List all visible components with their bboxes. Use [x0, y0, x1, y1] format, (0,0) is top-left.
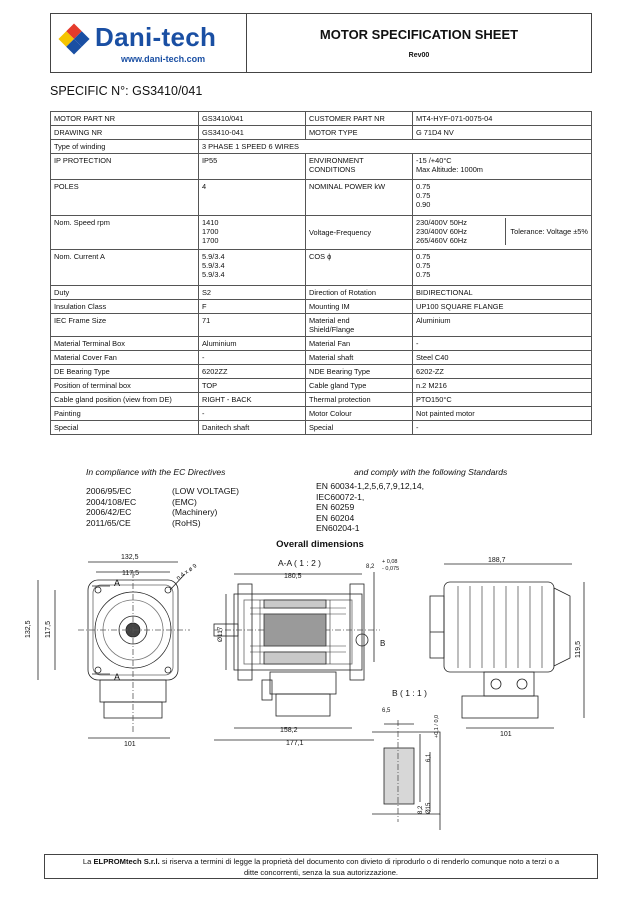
label-fan: Material Fan: [306, 337, 413, 351]
value-nde-bearing: 6202-ZZ: [413, 365, 592, 379]
label-painting: Painting: [51, 407, 199, 421]
dim-101-right: 101: [500, 731, 512, 738]
label-frame: IEC Frame Size: [51, 314, 199, 337]
list-item: EN 60034-1,2,5,6,7,9,12,14,: [316, 481, 424, 491]
dim-180-5: 180,5: [284, 573, 302, 580]
list-item: 2011/65/CE (RoHS): [86, 517, 201, 528]
label-speed: Nom. Speed rpm: [51, 216, 199, 250]
value-colour: Not painted motor: [413, 407, 592, 421]
dim-119-5: 119,5: [575, 641, 582, 658]
label-poles: POLES: [51, 180, 199, 216]
dim-6-1: 6,1: [426, 753, 432, 762]
label-motor-part-nr: MOTOR PART NR: [51, 112, 199, 126]
dim-132-5-top: 132,5: [121, 554, 139, 561]
dim-8-2b: 8,2: [418, 805, 424, 814]
value-shield: Aluminium: [413, 314, 592, 337]
dim-132-5-left: 132,5: [25, 620, 32, 638]
value-ip: IP55: [199, 154, 306, 180]
table-row: [51, 250, 592, 286]
section-mark-a-1: A: [114, 578, 121, 588]
list-item: IEC60072-1,: [316, 491, 365, 502]
value-terminal-box-position: TOP: [199, 379, 306, 393]
label-environment: ENVIRONMENT CONDITIONS: [306, 154, 413, 180]
table-row: [51, 351, 592, 365]
ec-directives: [86, 467, 239, 528]
value-current: 5.9/3.4 5.9/3.4 5.9/3.4: [199, 250, 306, 286]
value-special-2: -: [413, 421, 592, 435]
value-speed: 1410 1700 1700: [199, 216, 306, 250]
value-drawing-nr: GS3410-041: [199, 126, 306, 140]
value-de-bearing: 6202ZZ: [199, 365, 306, 379]
value-thermal: PTO150°C: [413, 393, 592, 407]
table-row: [51, 126, 592, 140]
section-label: A-A ( 1 : 2 ): [278, 558, 321, 568]
footer-company: ELPROMtech S.r.l.: [93, 857, 160, 866]
value-frame: 71: [199, 314, 306, 337]
label-drawing-nr: DRAWING NR: [51, 126, 199, 140]
header: [50, 13, 592, 73]
list-item: EN 60204: [316, 512, 355, 523]
document-title: MOTOR SPECIFICATION SHEET: [319, 27, 519, 42]
label-special-2: Special: [306, 421, 413, 435]
table-row: [51, 300, 592, 314]
label-thermal: Thermal protection: [306, 393, 413, 407]
label-motor-type: MOTOR TYPE: [306, 126, 413, 140]
standards-title: and comply with the following Standards: [354, 467, 508, 477]
table-row: [51, 180, 592, 216]
value-rotation: BIDIRECTIONAL: [413, 286, 592, 300]
label-cover-fan: Material Cover Fan: [51, 351, 199, 365]
label-colour: Motor Colour: [306, 407, 413, 421]
label-cable-gland-position: Cable gland position (view from DE): [51, 393, 199, 407]
label-shaft: Material shaft: [306, 351, 413, 365]
logo-diamond-icon: [58, 23, 89, 54]
list-item: EN 60259: [316, 502, 355, 512]
table-row: [51, 154, 592, 180]
standards-list: [316, 481, 424, 534]
table-row: [51, 421, 592, 435]
value-cos-phi: 0.75 0.75 0.75: [413, 250, 592, 286]
label-winding: Type of winding: [51, 140, 199, 154]
table-row: [51, 407, 592, 421]
specific-number: SPECIFIC N°: GS3410/041: [50, 84, 203, 98]
value-winding: 3 PHASE 1 SPEED 6 WIRES: [199, 140, 592, 154]
value-environment: -15 /+40°C Max Altitude: 1000m: [413, 154, 592, 180]
table-row: [51, 379, 592, 393]
dim-101-left: 101: [124, 741, 136, 748]
outside-view: [430, 564, 584, 728]
dim-holes: n.4 x ø 9: [175, 563, 199, 582]
list-item: 2006/42/EC (Machinery): [86, 507, 218, 517]
table-row: [51, 112, 592, 126]
value-mounting: UP100 SQUARE FLANGE: [413, 300, 592, 314]
value-cable-gland-position: RIGHT - BACK: [199, 393, 306, 407]
dim-tol-0-1: +0,1 / 0,0: [434, 714, 440, 738]
label-shield: Material end Shield/Flange: [306, 314, 413, 337]
value-terminal-box-material: Aluminium: [199, 337, 306, 351]
dim-117: Ø117: [217, 626, 224, 642]
label-special: Special: [51, 421, 199, 435]
value-special: Danitech shaft: [199, 421, 306, 435]
label-terminal-box-material: Material Terminal Box: [51, 337, 199, 351]
technical-drawing: [0, 552, 640, 852]
list-item: EN60204-1: [316, 523, 360, 533]
table-row: [51, 365, 592, 379]
list-item: 2004/108/EC (EMC): [86, 496, 197, 507]
logo: [51, 14, 247, 72]
value-customer-part-nr: MT4-HYF-071-0075-04: [413, 112, 592, 126]
label-rotation: Direction of Rotation: [306, 286, 413, 300]
label-power: NOMINAL POWER kW: [306, 180, 413, 216]
brand-name: Dani-tech: [95, 22, 217, 52]
dim-117-5-v: 117,5: [45, 621, 52, 638]
value-cable-gland: n.2 M216: [413, 379, 592, 393]
table-row: [51, 140, 592, 154]
value-power: 0.75 0.75 0.90: [413, 180, 592, 216]
overall-dimensions-title: Overall dimensions: [276, 539, 364, 550]
value-painting: -: [199, 407, 306, 421]
spec-table: [50, 111, 592, 435]
dim-tolerance-plus: + 0,08: [382, 559, 398, 565]
dim-188-7: 188,7: [488, 557, 506, 564]
value-duty: S2: [199, 286, 306, 300]
table-row: [51, 286, 592, 300]
value-tolerance: Tolerance: Voltage ±5%: [505, 218, 588, 245]
standards-title-wrap: [354, 467, 507, 477]
label-de-bearing: DE Bearing Type: [51, 365, 199, 379]
front-view: [38, 562, 190, 738]
table-row: [51, 216, 592, 250]
dim-15: Ø15: [426, 802, 432, 814]
dim-tolerance-minus: - 0,075: [382, 566, 400, 572]
label-cos-phi: COS ϕ: [306, 250, 413, 286]
brand-url: www.dani-tech.com: [121, 54, 206, 64]
dim-177-1: 177,1: [286, 740, 304, 747]
value-voltage-frequency: 230/400V 50Hz 230/400V 60Hz 265/460V 60Hz Tolerance: Voltage ±5%: [413, 216, 592, 250]
value-motor-type: G 71D4 NV: [413, 126, 592, 140]
section-mark-a-2: A: [114, 672, 121, 682]
detail-mark-b: B: [380, 639, 386, 648]
value-cover-fan: -: [199, 351, 306, 365]
detail-label: B ( 1 : 1 ): [392, 688, 427, 698]
list-item: 2006/95/EC (LOW VOLTAGE): [86, 486, 240, 496]
label-mounting: Mounting IM: [306, 300, 413, 314]
label-voltage-frequency: Voltage-Frequency: [306, 216, 413, 250]
table-row: [51, 314, 592, 337]
value-poles: 4: [199, 180, 306, 216]
value-shaft: Steel C40: [413, 351, 592, 365]
label-current: Nom. Current A: [51, 250, 199, 286]
label-nde-bearing: NDE Bearing Type: [306, 365, 413, 379]
dim-6-5: 6,5: [382, 708, 391, 714]
label-customer-part-nr: CUSTOMER PART NR: [306, 112, 413, 126]
value-insulation: F: [199, 300, 306, 314]
value-fan: -: [413, 337, 592, 351]
value-motor-part-nr: GS3410/041: [199, 112, 306, 126]
footer-disclaimer: La ELPROMtech S.r.l. si riserva a termini di legge la proprietà del documento con divieto di riprodurlo o di renderlo comunque noto a terzi o a ditte concorrenti, senza la sua autorizzazione.: [44, 854, 598, 879]
ec-title: In compliance with the EC Directives: [86, 467, 226, 477]
table-row: [51, 337, 592, 351]
revision: Rev00: [408, 52, 430, 59]
dim-117-5-h: 117,5: [122, 570, 139, 577]
section-view: [214, 572, 380, 740]
dim-8-2: 8,2: [366, 564, 375, 570]
label-cable-gland: Cable gland Type: [306, 379, 413, 393]
dim-158-2: 158,2: [280, 727, 298, 734]
table-row: [51, 393, 592, 407]
label-ip: IP PROTECTION: [51, 154, 199, 180]
label-insulation: Insulation Class: [51, 300, 199, 314]
label-terminal-box-position: Position of terminal box: [51, 379, 199, 393]
label-duty: Duty: [51, 286, 199, 300]
